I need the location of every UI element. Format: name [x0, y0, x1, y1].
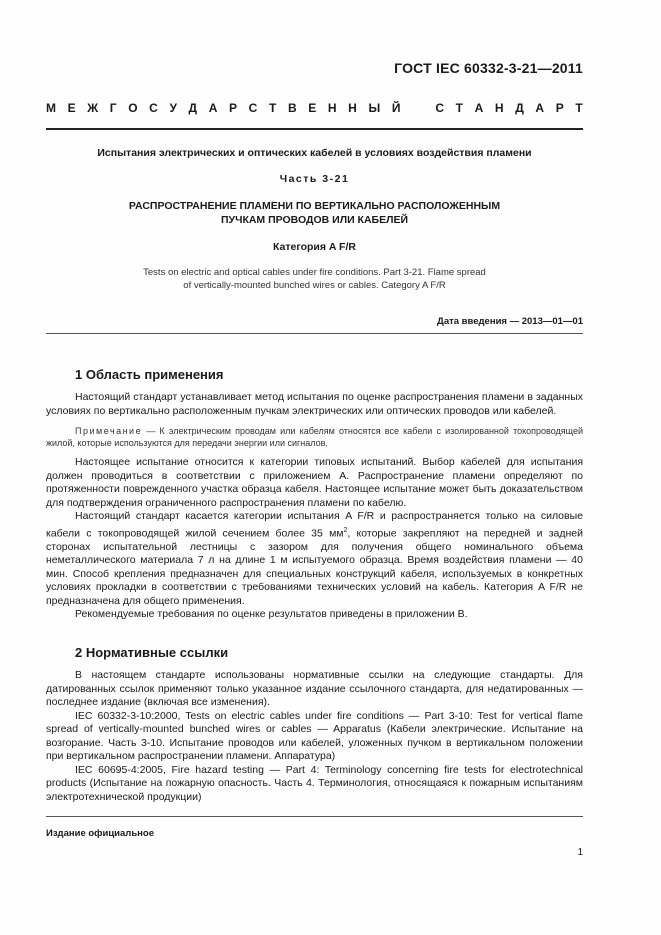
letter: Т [268, 101, 277, 115]
paragraph: Рекомендуемые требования по оценке результатов приведены в приложении В. [75, 608, 468, 620]
letter: М [46, 101, 56, 115]
letter: Н [327, 101, 337, 115]
top-divider [46, 128, 583, 130]
section-heading-scope: 1 Область применения [75, 367, 224, 382]
letter: Н [494, 101, 504, 115]
document-number: ГОСТ IEC 60332-3-21—2011 [394, 60, 583, 76]
reference-item: IEC 60695-4:2005, Fire hazard testing — Part 4: Terminology concerning fire tests for electrotechnical products (Испытание на пожарную опасность. Часть 4. Терминология, относящаяся к пожарным испытаниям электротехнической продукции) [46, 763, 583, 803]
note-text: — К электрическим проводам или кабелям относятся все кабели с изолированной токопроводящей жилой, которые используются для передачи энергии или сигналов. [46, 426, 583, 448]
title-line: ПУЧКАМ ПРОВОДОВ ИЛИ КАБЕЛЕЙ [220, 214, 409, 226]
letter: С [435, 101, 445, 115]
footer-divider [46, 816, 583, 817]
letter: Н [348, 101, 357, 115]
superscript: 2 [343, 526, 348, 534]
title-line: РАСПРОСТРАНЕНИЕ ПЛАМЕНИ ПО ВЕРТИКАЛЬНО РАСПОЛОЖЕННЫМ [128, 200, 501, 212]
part-number [46, 173, 583, 185]
paragraph: Настоящее испытание относится к категории типовых испытаний. Выбор кабелей для испытания должен проводиться в соответствии с приложением А. Распространение пламени определяют по протяженности поврежденного участка образца кабеля. Настоящее испытание может быть доказательством для подтверждения ограниченного распространения пламени по кабелю. [46, 456, 583, 509]
letter: У [169, 101, 177, 115]
category: Категория A F/R [273, 241, 356, 253]
letter: Р [229, 101, 238, 115]
note [46, 425, 583, 449]
english-title-line: Tests on electric and optical cables under fire conditions. Part 3-21. Flame spread [143, 267, 486, 278]
section-scope-body [46, 391, 583, 622]
paragraph: В настоящем стандарте использованы нормативные ссылки на следующие стандарты. Для датированных ссылок применяют только указанное издание ссылочного стандарта, для недатированных — последнее издание (включая все изменения). [46, 669, 583, 708]
paragraph [46, 510, 583, 608]
section-heading-references: 2 Нормативные ссылки [75, 645, 229, 660]
paragraph-part: Настоящий стандарт касается категории испытания A F/R и распространяется только на силовые кабели с токопроводящей жилой сечением более 35 мм [46, 510, 583, 539]
edition-label: Издание официальное [46, 828, 154, 839]
letter: Ж [87, 101, 99, 115]
standard-type-heading [46, 101, 583, 115]
date-divider [46, 333, 583, 334]
paragraph: Настоящий стандарт устанавливает метод испытания по оценке распространения пламени в заданных условиях по вертикально расположенным пучкам электрических или оптических проводов или кабелей. [46, 391, 583, 417]
document-subtitle: Испытания электрических и оптических кабелей в условиях воздействия пламени [97, 147, 532, 159]
letter: Р [555, 101, 564, 115]
letter: Т [575, 101, 583, 115]
letter: А [535, 101, 545, 115]
note-label: Примечание [75, 426, 143, 436]
paragraph-part: , которые закрепляют на передней и задней сторонах испытательной лестницы с зазором для получения общего номинального объема неметаллического материала 7 л на длине 1 м испытуемого образца. Время воздействия пламени — 40 мин. Способ крепления предназначен для специальных конструкций кабеля, используемых в конкретных условиях прокладки в соответствии с требованиями технических условий на кабель. Категория A F/R не предназначена для общего применения. [46, 527, 583, 607]
letter: Д [188, 101, 198, 115]
letter: Й [391, 101, 401, 115]
section-references-body [46, 669, 583, 804]
letter: Е [308, 101, 317, 115]
letter: Г [109, 101, 117, 115]
letter: С [149, 101, 158, 115]
page-number: 1 [577, 847, 583, 858]
effective-date: Дата введения — 2013—01—01 [437, 316, 583, 327]
part-label: Часть 3-21 [279, 173, 350, 185]
letter: С [248, 101, 258, 115]
letter: О [128, 101, 138, 115]
letter: Д [515, 101, 524, 115]
letter: А [208, 101, 218, 115]
letter: Т [455, 101, 463, 115]
letter: Е [67, 101, 76, 115]
english-title [46, 266, 583, 292]
letter: А [474, 101, 484, 115]
letter: Ы [368, 101, 381, 115]
letter: В [287, 101, 297, 115]
reference-item: IEC 60332-3-10:2000, Tests on electric cables under fire conditions — Part 3-10: Test for vertical flame spread of vertically-mounted bunched wires or cables — Apparatus (Кабели электрические. Испытание на возгорание. Часть 3-10. Испытание проводов или кабелей, уложенных пучком в вертикальном положении при вертикальном распространении пламени. Аппаратура) [46, 709, 583, 762]
document-title [46, 199, 583, 227]
english-title-line: of vertically-mounted bunched wires or cables. Category A F/R [183, 280, 446, 291]
